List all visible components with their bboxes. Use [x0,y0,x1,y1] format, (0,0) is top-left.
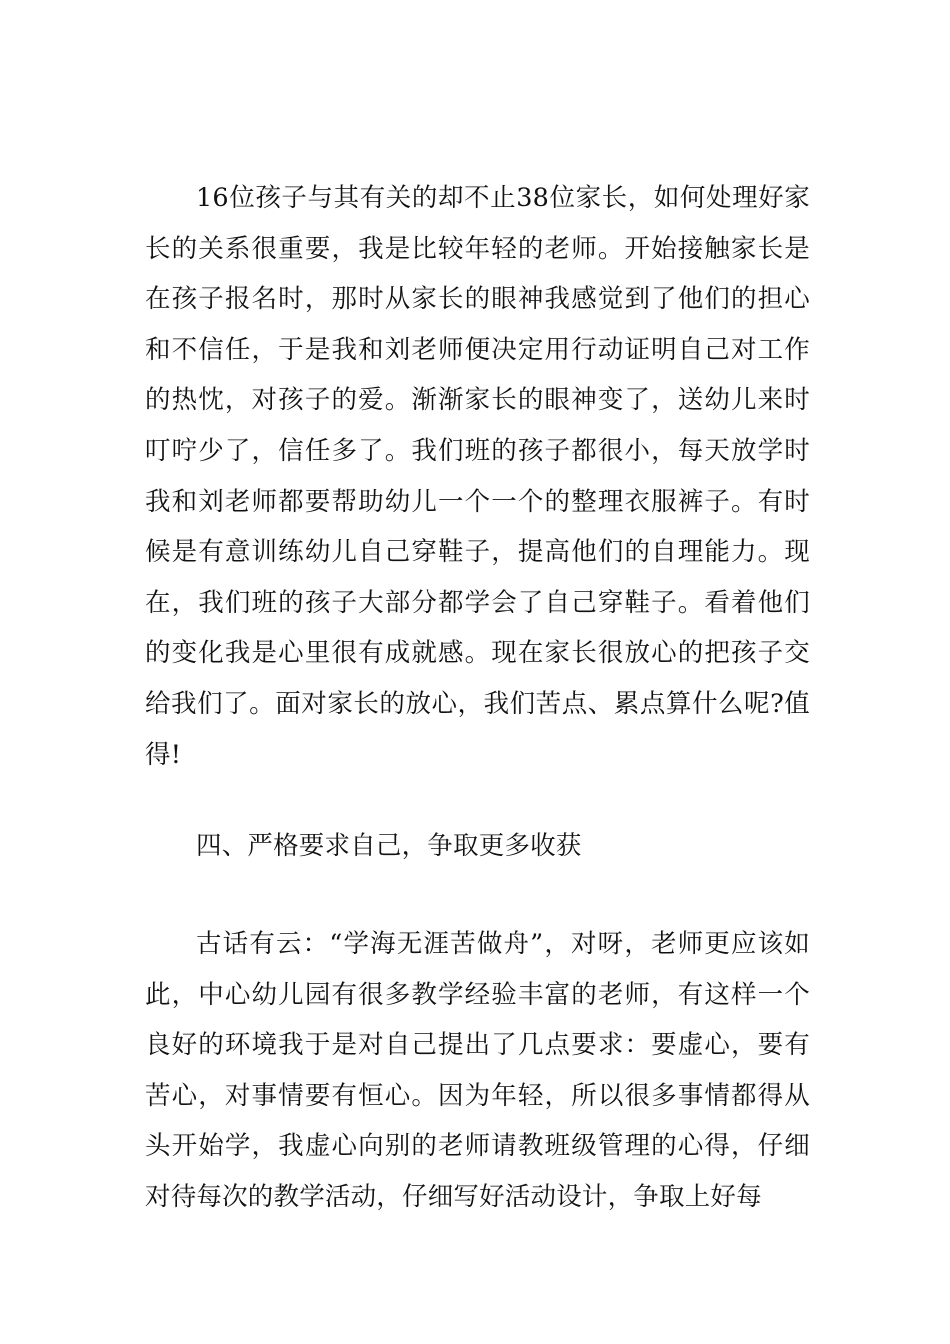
body-paragraph: 16位孩子与其有关的却不止38位家长，如何处理好家长的关系很重要，我是比较年轻的老师。开始接触家长是在孩子报名时，那时从家长的眼神我感觉到了他们的担心和不信任，于是我和刘老师便决定用行动证明自己对工作的热忱，对孩子的爱。渐渐家长的眼神变了，送幼儿来时叮咛少了，信任多了。我们班的孩子都很小，每天放学时我和刘老师都要帮助幼儿一个一个的整理衣服裤子。有时候是有意训练幼儿自己穿鞋子，提高他们的自理能力。现在，我们班的孩子大部分都学会了自己穿鞋子。看着他们的变化我是心里很有成就感。现在家长很放心的把孩子交给我们了。面对家长的放心，我们苦点、累点算什么呢?值得! [145,183,810,770]
body-paragraph: 古话有云：“学海无涯苦做舟”，对呀，老师更应该如此，中心幼儿园有很多教学经验丰富的老师，有这样一个良好的环境我于是对自己提出了几点要求：要虚心，要有苦心，对事情要有恒心。因为年轻，所以很多事情都得从头开始学，我虚心向别的老师请教班级管理的心得，仔细对待每次的教学活动，仔细写好活动设计，争取上好每 [145,929,810,1212]
section-heading: 四、严格要求自己，争取更多收获 [196,831,582,861]
